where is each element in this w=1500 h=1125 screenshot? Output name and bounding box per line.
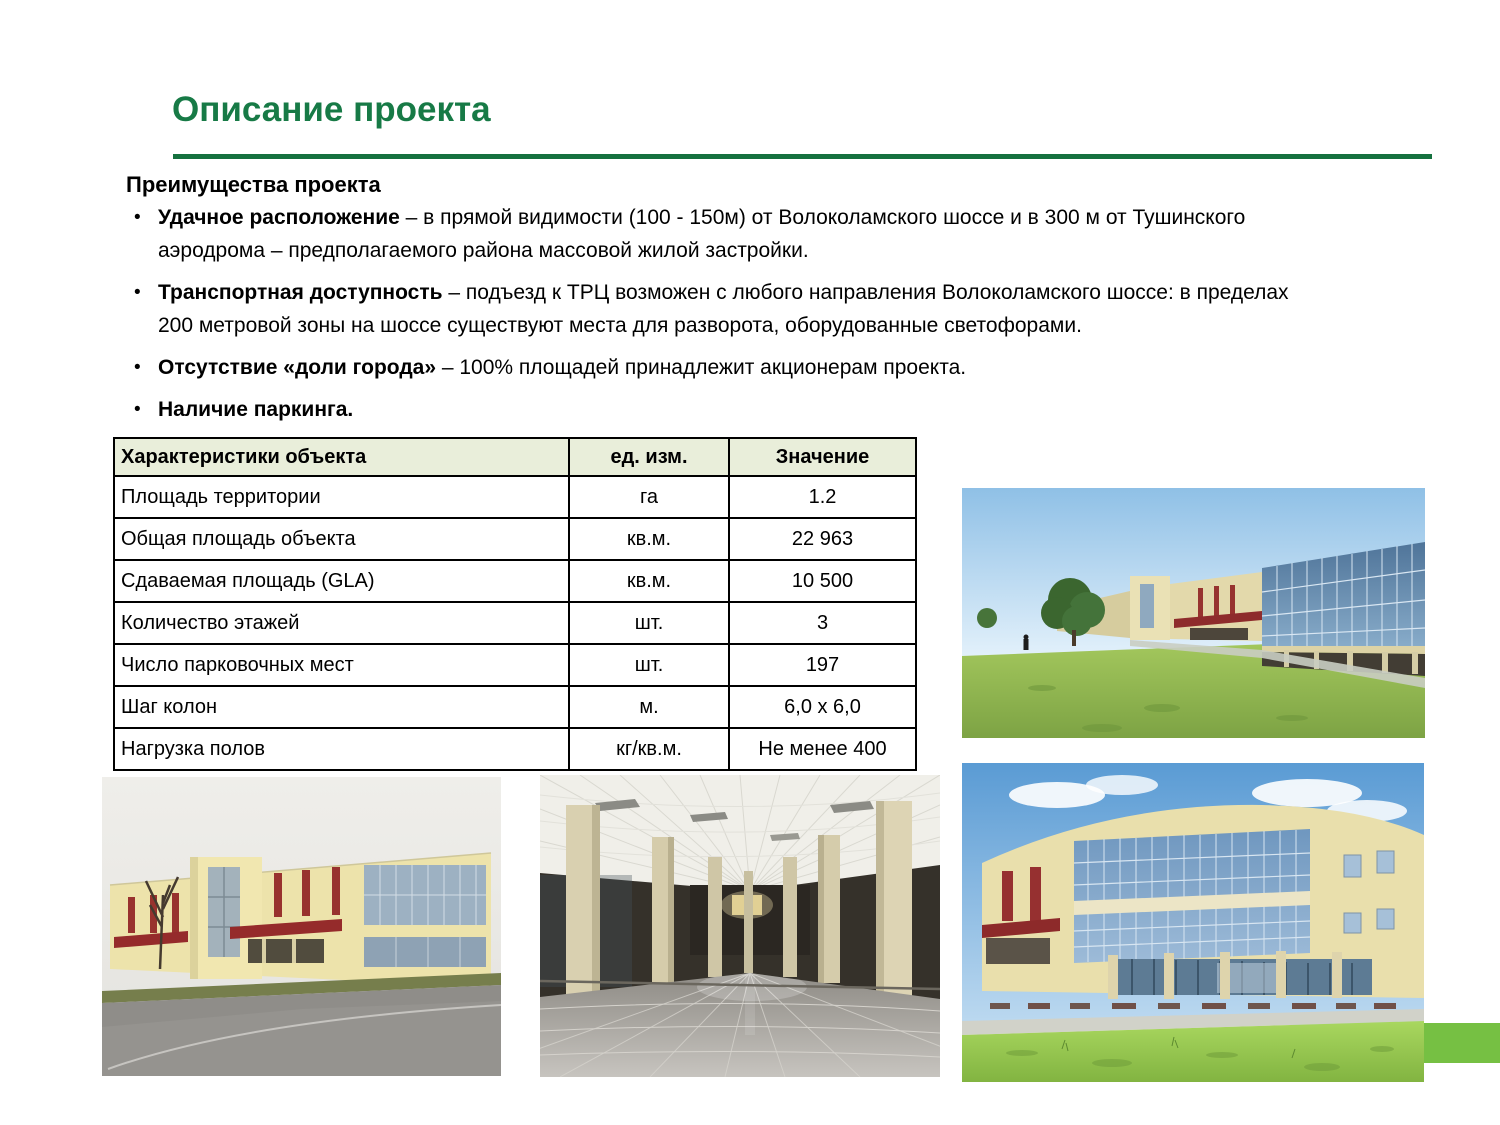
table-row	[114, 560, 916, 602]
object-characteristics-table	[113, 437, 917, 771]
bullet-icon: •	[134, 282, 141, 303]
table-row	[114, 644, 916, 686]
table-cell: Нагрузка полов	[114, 728, 569, 770]
bullet-text: – в прямой видимости (100 - 150м) от Волоколамского шоссе и в 300 м от Тушинского аэродрома – предполагаемого района массовой жилой застройки.	[158, 206, 1246, 262]
table-cell: Общая площадь объекта	[114, 518, 569, 560]
building-side-lawn-photo	[962, 488, 1425, 738]
header-cell: Характеристики объекта	[114, 438, 569, 476]
table-cell: 3	[729, 602, 916, 644]
bullet-text: – подъезд к ТРЦ возможен с любого направления Волоколамского шоссе: в пределах 200 метровой зоны на шоссе существуют места для разворота, оборудованные светофорами.	[158, 281, 1289, 337]
bullet-icon: •	[134, 357, 141, 378]
list-item	[132, 276, 1324, 342]
bullet-lead: Отсутствие «доли города»	[158, 356, 437, 379]
table-cell: Сдаваемая площадь (GLA)	[114, 560, 569, 602]
building-road-view-photo	[102, 777, 501, 1076]
bullet-text: – 100% площадей принадлежит акционерам проекта.	[436, 356, 967, 379]
table-cell: шт.	[569, 602, 729, 644]
table-cell: Количество этажей	[114, 602, 569, 644]
table-header-row	[114, 438, 916, 476]
interior-hall-photo	[540, 775, 940, 1077]
list-item	[132, 351, 1324, 384]
list-item	[132, 201, 1324, 267]
advantages-list	[132, 201, 1324, 435]
table-row	[114, 602, 916, 644]
table-cell: Число парковочных мест	[114, 644, 569, 686]
table-cell: кг/кв.м.	[569, 728, 729, 770]
table-cell: шт.	[569, 644, 729, 686]
title-divider	[173, 154, 1432, 159]
table-cell: м.	[569, 686, 729, 728]
table-cell: га	[569, 476, 729, 518]
table-cell: Шаг колон	[114, 686, 569, 728]
table-cell: 1.2	[729, 476, 916, 518]
table-cell: 22 963	[729, 518, 916, 560]
header-cell: ед. изм.	[569, 438, 729, 476]
header-cell: Значение	[729, 438, 916, 476]
bullet-lead: Транспортная доступность	[158, 281, 443, 304]
page-title: Описание проекта	[172, 90, 491, 129]
table-row	[114, 518, 916, 560]
bullet-lead: Удачное расположение	[158, 206, 400, 229]
building-front-facade-photo	[962, 763, 1424, 1082]
bullet-icon: •	[134, 399, 141, 420]
advantages-heading: Преимущества проекта	[126, 172, 381, 197]
table-row	[114, 728, 916, 770]
table-cell: Не менее 400	[729, 728, 916, 770]
table-cell: 197	[729, 644, 916, 686]
table-cell: 6,0 x 6,0	[729, 686, 916, 728]
bullet-lead: Наличие паркинга.	[158, 398, 354, 421]
corner-accent-bar	[1424, 1023, 1500, 1063]
table-cell: 10 500	[729, 560, 916, 602]
table-cell: кв.м.	[569, 518, 729, 560]
table-row	[114, 686, 916, 728]
table-row	[114, 476, 916, 518]
list-item	[132, 393, 1324, 426]
bullet-icon: •	[134, 207, 141, 228]
table-cell: Площадь территории	[114, 476, 569, 518]
table-cell: кв.м.	[569, 560, 729, 602]
